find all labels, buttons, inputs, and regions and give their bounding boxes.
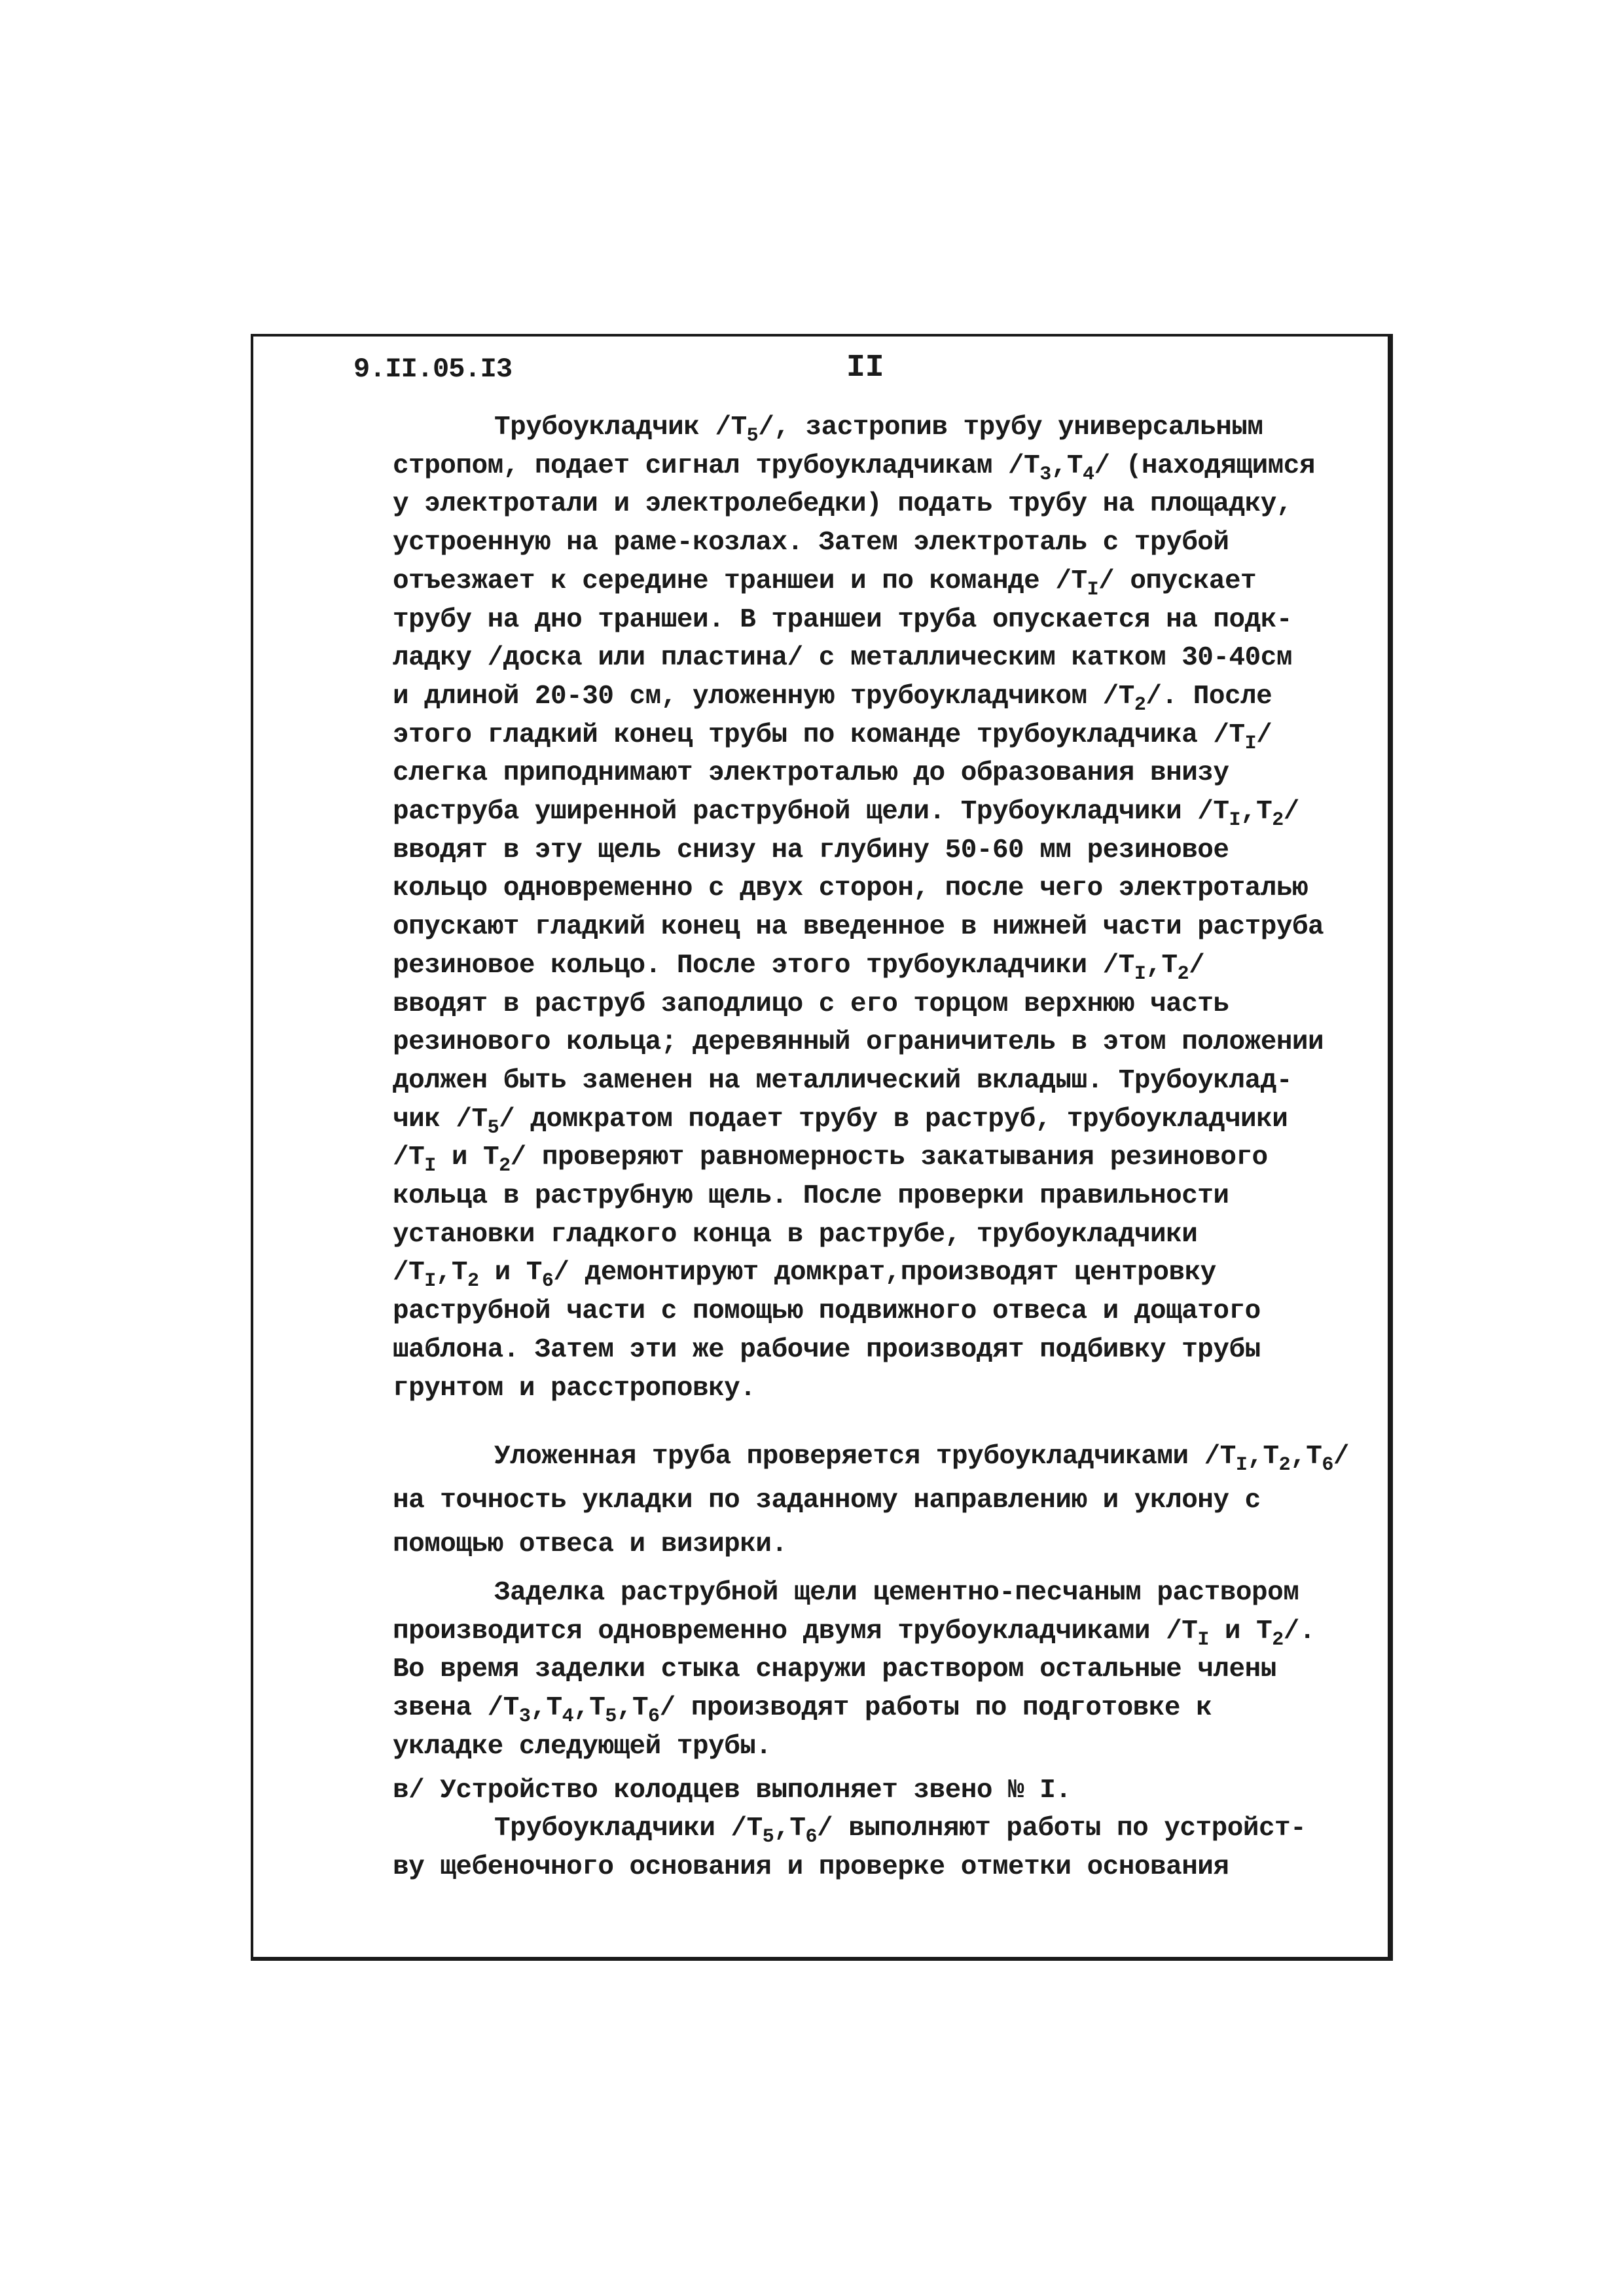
text-line: установки гладкого конца в раструбе, трубоукладчики [393,1220,1198,1250]
text-line: этого гладкий конец трубы по команде трубоукладчика $/T_I/$ [393,720,1272,755]
text-line: у электротали и электролебедки) подать трубу на площадку, [393,489,1292,519]
text-line: стропом, подает сигнал трубоукладчикам $/T_3,T_4/$ (находящимся [393,451,1315,486]
text-line: Уложенная труба проверяется трубоукладчиками $/T_I,T_2,T_6/$ [494,1442,1349,1476]
text-line: кольца в раструбную щель. После проверки правильности [393,1181,1229,1211]
text-line: звена $/T_3,T_4,T_5,T_6/$ производят работы по подготовке к [393,1693,1212,1728]
text-line: должен быть заменен на металлический вкладыш. Трубоуклад- [393,1066,1292,1096]
text-line: на точность укладки по заданному направлению и уклону с [393,1485,1261,1516]
text-line: Заделка раструбной щели цементно-песчаным раствором [494,1578,1299,1608]
text-line: раструбной части с помощью подвижного отвеса и дощатого [393,1296,1261,1326]
text-line: $/T_I,T_2$ и $T_6/$ демонтируют домкрат,производят центровку [393,1258,1216,1292]
text-line: трубу на дно траншеи. В траншеи труба опускается на подк- [393,605,1292,635]
text-line: помощью отвеса и визирки. [393,1529,787,1559]
text-line: укладке следующей трубы. [393,1732,772,1762]
text-line: в/ Устройство колодцев выполняет звено № I. [393,1776,1072,1806]
text-line: ладку /доска или пластина/ с металлическим катком 30-40см [393,643,1292,673]
text-line: раструба уширенной раструбной щели. Трубоукладчики $/T_I,T_2/$ [393,797,1299,831]
text-line: кольцо одновременно с двух сторон, после чего электроталью [393,873,1308,903]
text-line: шаблона. Затем эти же рабочие производят подбивку трубы [393,1335,1261,1365]
text-line: чик $/T_5/$ домкратом подает трубу в раструб, трубоукладчики [393,1104,1288,1139]
text-line: слегка приподнимают электроталью до образования внизу [393,758,1229,788]
text-line: Во время заделки стыка снаружи раствором остальные члены [393,1654,1276,1685]
document-code: 9.II.05.I3 [353,354,513,385]
text-line: Трубоукладчики $/T_5,T_6/$ выполняют работы по устройст- [494,1813,1307,1848]
text-line: отъезжает к середине траншеи и по команде $/T_I/$ опускает [393,566,1257,601]
text-line: грунтом и расстроповку. [393,1374,756,1404]
text-line: резинового кольца; деревянный ограничитель в этом положении [393,1027,1324,1057]
text-line: опускают гладкий конец на введенное в нижней части раструба [393,912,1324,942]
text-line: и длиной 20-30 см, уложенную трубоукладчиком $/T_2/$. После [393,682,1272,716]
text-line: ву щебеночного основания и проверке отметки основания [393,1852,1229,1882]
text-line: вводят в раструб заподлицо с его торцом верхнюю часть [393,989,1229,1019]
text-line: Трубоукладчик $/T_5/$, застропив трубу универсальным [494,412,1263,447]
page-number: II [846,350,884,386]
text-line: вводят в эту щель снизу на глубину 50-60 мм резиновое [393,835,1229,866]
text-line: устроенную на раме-козлах. Затем электроталь с трубой [393,528,1229,558]
text-line: производится одновременно двумя трубоукладчиками $/T_I$ и $T_2/$. [393,1616,1315,1651]
text-line: $/T_I$ и $T_2/$ проверяют равномерность закатывания резинового [393,1142,1268,1177]
text-line: резиновое кольцо. После этого трубоукладчики $/T_I,T_2/$ [393,951,1205,985]
